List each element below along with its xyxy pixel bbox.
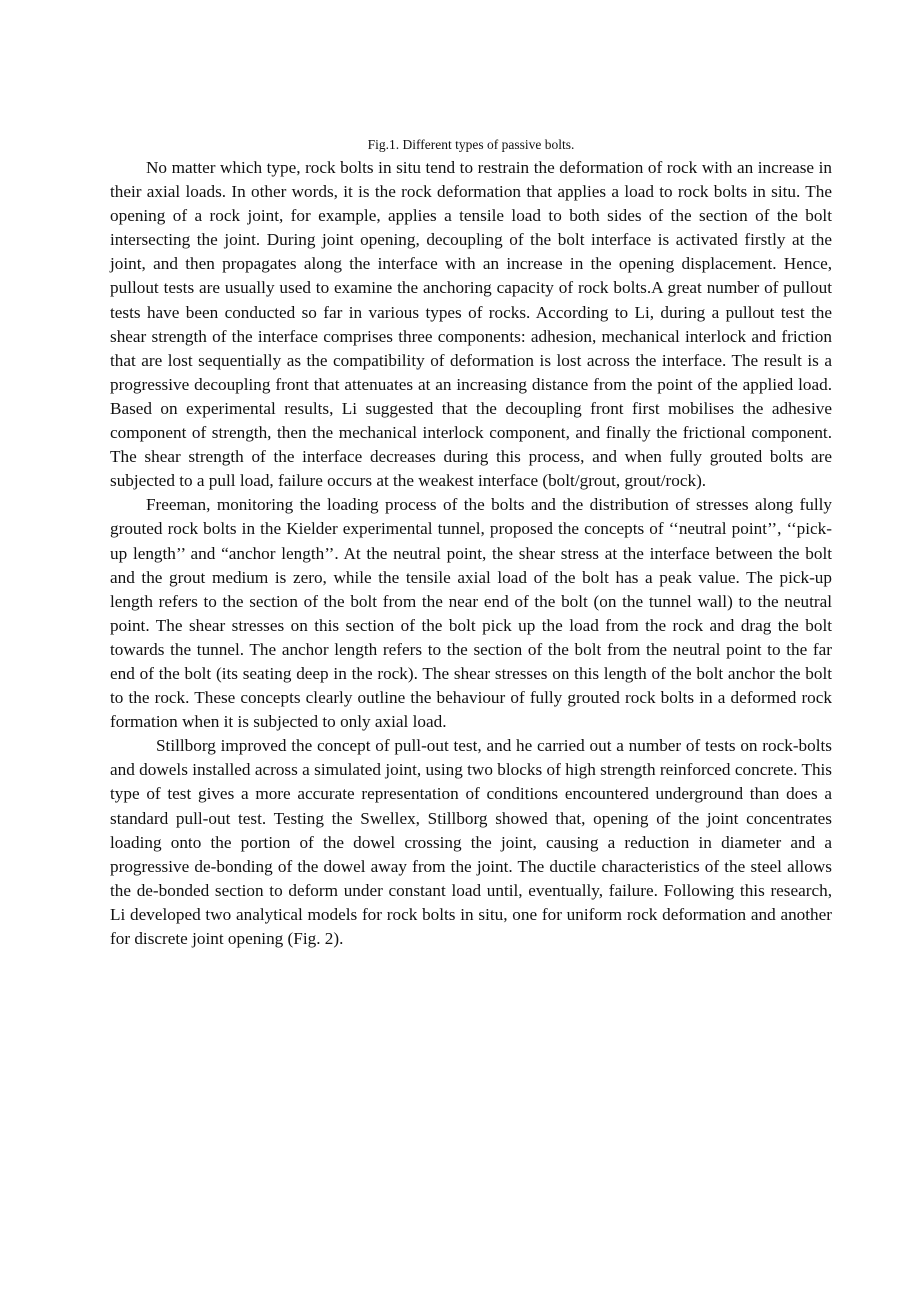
body-text	[110, 156, 832, 951]
figure-caption: Fig.1. Different types of passive bolts.	[367, 137, 575, 152]
paragraph-freeman-concepts: Freeman, monitoring the loading process of the bolts and the distribution of stresses along fully grouted rock bolts in the Kielder experimental tunnel, proposed the concepts of ‘‘neutral point’’, ‘‘pick-up length’’ and “anchor length’’. At the neutral point, the shear stress at the interface between the bolt and the grout medium is zero, while the tensile axial load of the bolt has a peak value. The pick-up length refers to the section of the bolt from the near end of the bolt (on the tunnel wall) to the neutral point. The shear stresses on this section of the bolt pick up the load from the rock and drag the bolt towards the tunnel. The anchor length refers to the section of the bolt from the neutral point to the far end of the bolt (its seating deep in the rock). The shear stresses on this length of the bolt anchor the bolt to the rock. These concepts clearly outline the behaviour of fully grouted rock bolts in a deformed rock formation when it is subjected to only axial load.	[110, 495, 832, 732]
paragraph-rock-deformation: No matter which type, rock bolts in situ tend to restrain the deformation of rock with an increase in their axial loads. In other words, it is the rock deformation that applies a load to rock bolts in situ. The opening of a rock joint, for example, applies a tensile load to both sides of the section of the bolt intersecting the joint. During joint opening, decoupling of the bolt interface is activated firstly at the joint, and then propagates along the interface with an increase in the opening displacement. Hence, pullout tests are usually used to examine the anchoring capacity of rock bolts.A great number of pullout tests have been conducted so far in various types of rocks. According to Li, during a pullout test the shear strength of the interface comprises three components: adhesion, mechanical interlock and friction that are lost sequentially as the compatibility of deformation is lost across the interface. The result is a progressive decoupling front that attenuates at an increasing distance from the point of the applied load. Based on experimental results, Li suggested that the decoupling front first mobilises the adhesive component of strength, then the mechanical interlock component, and finally the frictional component. The shear strength of the interface decreases during this process, and when fully grouted bolts are subjected to a pull load, failure occurs at the weakest interface (bolt/grout, grout/rock).	[110, 158, 832, 491]
paragraph-stillborg-tests: Stillborg improved the concept of pull-out test, and he carried out a number of tests on rock-bolts and dowels installed across a simulated joint, using two blocks of high strength reinforced concrete. This type of test gives a more accurate representation of conditions encountered underground than does a standard pull-out test. Testing the Swellex, Stillborg showed that, opening of the joint concentrates loading onto the portion of the dowel crossing the joint, causing a reduction in diameter and a progressive de-bonding of the dowel away from the joint. The ductile characteristics of the steel allows the de-bonded section to deform under constant load until, eventually, failure. Following this research, Li developed two analytical models for rock bolts in situ, one for uniform rock deformation and another for discrete joint opening (Fig. 2).	[110, 736, 832, 948]
